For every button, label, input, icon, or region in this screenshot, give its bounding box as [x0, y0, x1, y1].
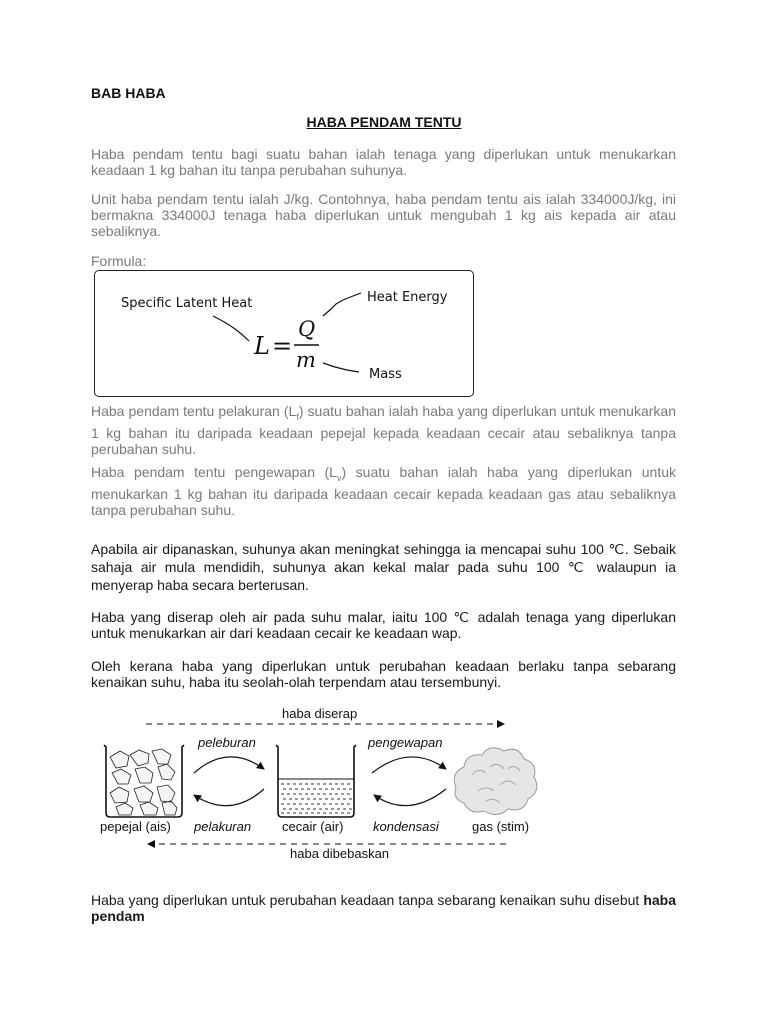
fusion-paragraph: [91, 403, 676, 457]
label-mass: Mass: [369, 367, 402, 382]
ice-beaker-icon: [104, 745, 184, 817]
boiling-paragraph: Apabila air dipanaskan, suhunya akan meningkat sehingga ia mencapai suhu 100 ℃. Sebaik sahaja air mula mendidih, suhunya akan kekal malar pada suhu 100 ℃ walaupun ia menyerap haba secara berterusan.: [91, 541, 676, 593]
label-heat-released: haba dibebaskan: [290, 846, 390, 861]
vapor-paragraph: [91, 464, 676, 518]
state-change-svg: [94, 703, 544, 863]
pointer-mass: [323, 363, 359, 372]
label-solid: pepejal (ais): [100, 819, 171, 834]
fusion-text-start: Haba pendam tentu pelakuran (L: [91, 403, 297, 419]
fusion-subscript: f: [296, 411, 299, 422]
formula-equals: =: [272, 332, 293, 360]
label-gas: gas (stim): [472, 819, 530, 834]
label-vaporization: pengewapan: [368, 735, 443, 750]
arrow-condensation: [374, 789, 446, 806]
steam-cloud-icon: [454, 748, 537, 815]
unit-paragraph: Unit haba pendam tentu ialah J/kg. Contohnya, haba pendam tentu ais ialah 334000J/kg, ini bermakna 334000J tenaga haba diperlukan untuk mengubah 1 kg ais kepada air atau sebaliknya.: [91, 191, 676, 239]
label-melting: peleburan: [198, 735, 256, 750]
absorbed-paragraph: Haba yang diserap oleh air pada suhu malar, iaitu 100 ℃ adalah tenaga yang diperlukan untuk menukarkan air dari keadaan cecair ke keadaan wap.: [91, 609, 676, 641]
definition-paragraph: Haba pendam tentu bagi suatu bahan ialah tenaga yang diperlukan untuk menukarkan keadaan 1 kg bahan itu tanpa perubahan suhunya.: [91, 146, 676, 178]
arrow-melting: [194, 757, 264, 773]
formula-denominator: m: [296, 348, 316, 372]
formula-numerator: Q: [298, 317, 316, 341]
vapor-subscript: v: [336, 472, 342, 483]
vapor-text-end: ) suatu bahan ialah haba yang diperlukan untuk menukarkan 1 kg bahan itu daripada keadaan cecair kepada keadaan gas atau sebaliknya tanpa perubahan suhu.: [91, 464, 676, 518]
label-freezing: pelakuran: [194, 819, 252, 834]
water-beaker-icon: [276, 745, 356, 817]
arrow-freezing: [194, 789, 264, 806]
label-condensation: kondensasi: [373, 819, 439, 834]
conclusion-term: haba pendam: [91, 892, 676, 924]
formula-label: Formula:: [91, 253, 147, 269]
vapor-text-start: Haba pendam tentu pengewapan (L: [91, 464, 337, 480]
formula-box: [94, 270, 474, 397]
label-liquid: cecair (air): [282, 819, 344, 834]
formula-lhs: L: [254, 332, 270, 360]
chapter-title: BAB HABA: [91, 85, 166, 101]
arrow-vaporization: [372, 757, 446, 773]
label-heat-absorbed: haba diserap: [282, 706, 358, 721]
label-heat-energy: Heat Energy: [367, 290, 448, 305]
pointer-heat: [323, 293, 361, 316]
fusion-text-end: ) suatu bahan ialah haba yang diperlukan untuk menukarkan 1 kg bahan itu daripada keadaan pepejal kepada keadaan cecair atau sebaliknya tanpa perubahan suhu.: [91, 403, 676, 457]
section-title: HABA PENDAM TENTU: [306, 114, 462, 130]
conclusion-text: Haba yang diperlukan untuk perubahan keadaan tanpa sebarang kenaikan suhu disebut: [91, 892, 644, 908]
formula-svg: [95, 271, 475, 398]
conclusion-paragraph: [91, 892, 676, 924]
hidden-heat-paragraph: Oleh kerana haba yang diperlukan untuk perubahan keadaan berlaku tanpa sebarang kenaikan suhu, haba itu seolah-olah terpendam atau tersembunyi.: [91, 658, 676, 690]
pointer-latent: [213, 316, 249, 341]
state-change-diagram: [94, 703, 544, 868]
label-specific-latent-heat: Specific Latent Heat: [121, 296, 253, 311]
